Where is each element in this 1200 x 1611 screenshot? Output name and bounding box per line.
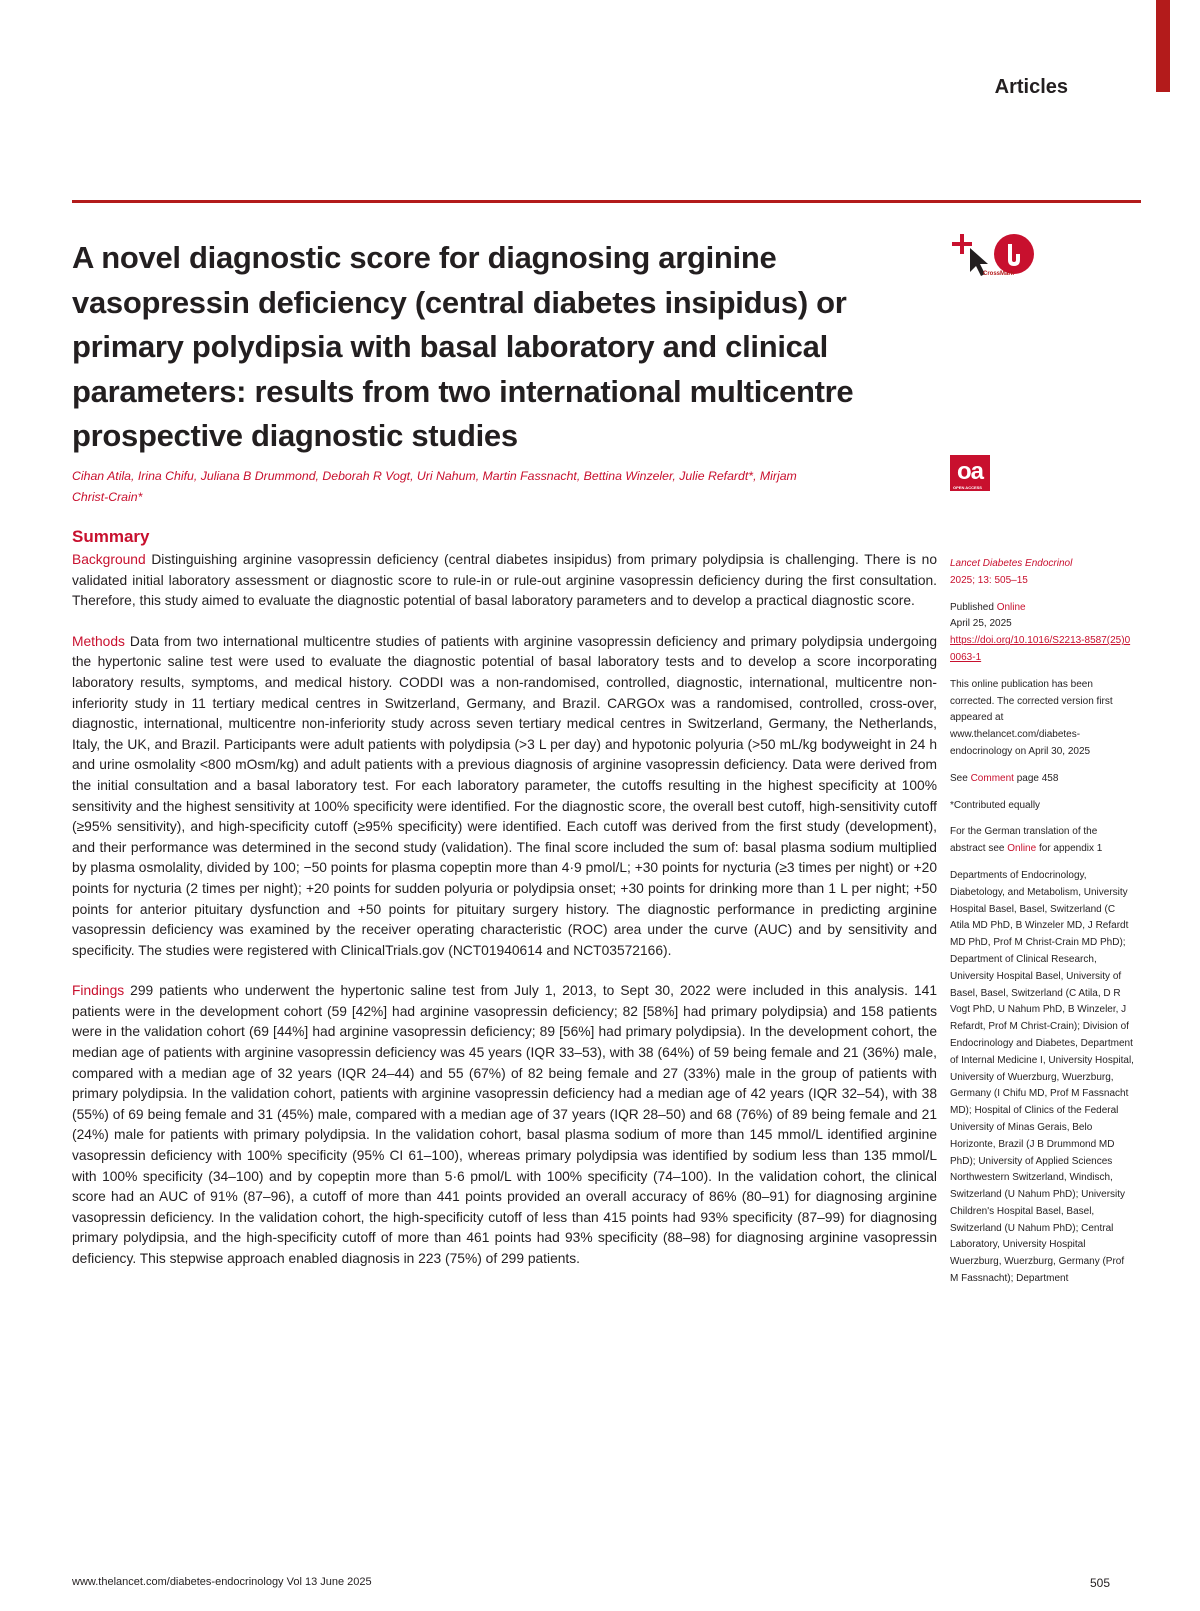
background-paragraph [72, 550, 937, 612]
affiliations: Departments of Endocrinology, Diabetology, and Metabolism, University Hospital Basel, Basel, Switzerland (C Atila MD PhD, B Winzeler MD, J Refardt MD PhD, Prof M Christ-Crain MD PhD); Department of Clinical Research, University Hospital Basel, University of Basel, Basel, Switzerland (C Atila, D R Vogt PhD, U Nahum PhD, B Winzeler, J Refardt, Prof M Christ-Crain); Division of Endocrinology and Diabetes, Department of Internal Medicine I, University Hospital, University of Wuerzburg, Wuerzburg, Germany (I Chifu MD, Prof M Fassnacht MD); Hospital of Clinics of the Federal University of Minas Gerais, Belo Horizonte, Brazil (J B Drummond MD PhD); University of Applied Sciences Northwestern Switzerland, Windisch, Switzerland (U Nahum PhD); University Children's Hospital Basel, Basel, Switzerland (U Nahum PhD); Central Laboratory, University Hospital Wuerzburg, Wuerzburg, Germany (Prof M Fassnacht); Department [950, 869, 1134, 1285]
top-red-bar [1156, 0, 1170, 92]
background-label: Background [72, 552, 146, 567]
methods-label: Methods [72, 633, 125, 649]
page-number: 505 [1089, 1576, 1110, 1590]
author-list: Cihan Atila, Irina Chifu, Juliana B Drummond, Deborah R Vogt, Uri Nahum, Martin Fassnacht, Bettina Winzeler, Julie Refardt*, Mirjam Christ-Crain* [72, 469, 797, 504]
findings-text: 299 patients who underwent the hypertonic saline test from July 1, 2013, to Sept 30, 2022 were included in this analysis. 141 patients were in the development cohort (59 [42%] had arginine vasopressin deficiency; 82 [58%] had primary polydipsia) and 158 patients were in the validation cohort (69 [44%] had arginine vasopressin deficiency; 89 [56%] had primary polydipsia). In the development cohort, the median age of patients with arginine vasopressin deficiency was 45 years (IQR 33–53), with 38 (64%) of 59 being female and 21 (36%) male, compared with a median age of 32 years (IQR 24–44) and 55 (67%) of 82 being female and 27 (33%) male in the group of patients with primary polydipsia. In the validation cohort, patients with arginine vasopressin deficiency had a median age of 42 years (IQR 32–54), with 38 (55%) of 69 being female and 31 (45%) male, compared with a median age of 37 years (IQR 28–50) and 68 (76%) of 89 being female and 21 (24%) male for patients with primary polydipsia. In the validation cohort, basal plasma sodium of more than 145 mmol/L identified arginine vasopressin deficiency with 100% specificity (95% CI 61–100), whereas primary polydipsia was identified by sodium less than 135 mmol/L with 100% specificity (34–100) and by copeptin more than 5·6 pmol/L with 100% specificity (74–100). In the validation cohort, the clinical score had an AUC of 91% (87–96), a cutoff of more than 441 points provided an overall accuracy of 86% (80–91) for diagnosing arginine vasopressin deficiency. In the validation cohort, the high-specificity cutoff of less than 415 points had 93% specificity (87–99) for diagnosing primary polydipsia, and the high-specificity cutoff of more than 461 points had 93% specificity (88–98) for diagnosing arginine vasopressin deficiency. This stepwise approach enabled diagnosis in 223 (75%) of 299 patients. [72, 983, 937, 1266]
citation-text: 2025; 13: 505–15 [950, 574, 1028, 586]
publication-block [950, 600, 1135, 667]
published-date: April 25, 2025 [950, 618, 1012, 630]
header-rule [72, 200, 1141, 203]
comment-reference [950, 771, 1135, 788]
crossmark-label: CrossMark [983, 271, 1015, 277]
correction-note: This online publication has been corrected. The corrected version first appeared at www.thelancet.com/diabetes-endocrinology on April 30, 2025 [950, 678, 1113, 757]
section-label: Articles [994, 76, 1068, 98]
article-title: A novel diagnostic score for diagnosing arginine vasopressin deficiency (central diabetes insipidus) or primary polydipsia with basal laboratory and clinical parameters: results from two international multicentre prospective diagnostic studies [72, 240, 854, 453]
see-prefix: See [950, 772, 971, 784]
summary-heading: Summary [72, 527, 150, 546]
translation-note [950, 824, 1135, 858]
citation-block [950, 556, 1135, 590]
oa-small-text: OPEN ACCESS [953, 485, 982, 490]
translation-link[interactable]: Online [1007, 843, 1037, 855]
abstract-body [72, 550, 937, 1290]
open-access-badge [950, 455, 990, 491]
footer-journal-url: www.thelancet.com/diabetes-endocrinology Vol 13 June 2025 [72, 1576, 372, 1588]
comment-link[interactable]: Comment [970, 772, 1014, 784]
background-text: Distinguishing arginine vasopressin deficiency (central diabetes insipidus) from primary polydipsia is challenging. There is no validated initial laboratory assessment or diagnostic score to rule-in or rule-out arginine vasopressin deficiency during the first consultation. Therefore, this study aimed to evaluate the diagnostic potential of basal laboratory parameters and to develop a practical diagnostic score. [72, 552, 937, 609]
sidebar [950, 556, 1135, 1298]
findings-label: Findings [72, 983, 125, 999]
translation-suffix: for appendix 1 [1036, 843, 1103, 855]
journal-name: Lancet Diabetes Endocrinol [950, 558, 1073, 569]
comment-page: page 458 [1013, 772, 1059, 784]
doi-link[interactable]: https://doi.org/10.1016/S2213-8587(25)00063-1 [950, 635, 1131, 663]
oa-text: oa [956, 458, 983, 485]
translation-prefix: For the German translation of the abstract see [950, 826, 1098, 855]
findings-paragraph [72, 981, 937, 1269]
contributed-note: *Contributed equally [950, 799, 1041, 811]
methods-paragraph [72, 632, 937, 962]
methods-text: Data from two international multicentre studies of patients with arginine vasopressin deficiency and primary polydipsia undergoing the hypertonic saline test were used to evaluate the diagnostic potential of basal laboratory tests and to develop a score incorporating laboratory results, symptoms, and medical history. CODDI was a non-randomised, controlled, diagnostic, international, multicentre non-inferiority study in 11 tertiary medical centres in Switzerland, Germany, and Brazil. CARGOx was a randomised, controlled, cross-over, diagnostic, international, multicentre non-inferiority study across seven tertiary medical centres in Switzerland, Germany, the Netherlands, Italy, the UK, and Brazil. Participants were adult patients with polydipsia (>3 L per day) and hypotonic polyuria (>50 mL/kg bodyweight in 24 h and urine osmolality <800 mOsm/kg) and adult patients with a previous diagnosis of arginine vasopressin deficiency. Data were derived from the initial consultation and a basal laboratory test. For each laboratory parameter, the cutoffs resulting in the highest specificity at 100% sensitivity and the highest sensitivity at 100% specificity were identified. For the diagnostic score, the overall best cutoff, high-sensitivity cutoff (≥95% sensitivity), and high-specificity cutoff (≥95% specificity) were identified. Each cutoff was derived from the first study (development), and their performance was determined in the second study (validation). The final score included the sum of: basal plasma sodium multiplied by plasma osmolality, divided by 100; −50 points for plasma copeptin more than 4·9 pmol/L; +30 points for nycturia (≥3 times per night) or +20 points for nycturia (2 times per night); +20 points for sudden polyuria or polydipsia onset; +30 points for drinking more than 1 L per night; +50 points for anterior pituitary dysfunction and +50 points for pituitary surgery history. The diagnostic performance in predicting arginine vasopressin deficiency was examined by the receiver operating characteristic (ROC) area under the curve (AUC) and by sensitivity and specificity. The studies were registered with ClinicalTrials.gov (NCT01940614 and NCT03572166). [72, 633, 937, 958]
published-online: Online [996, 601, 1026, 613]
published-prefix: Published [950, 601, 997, 613]
